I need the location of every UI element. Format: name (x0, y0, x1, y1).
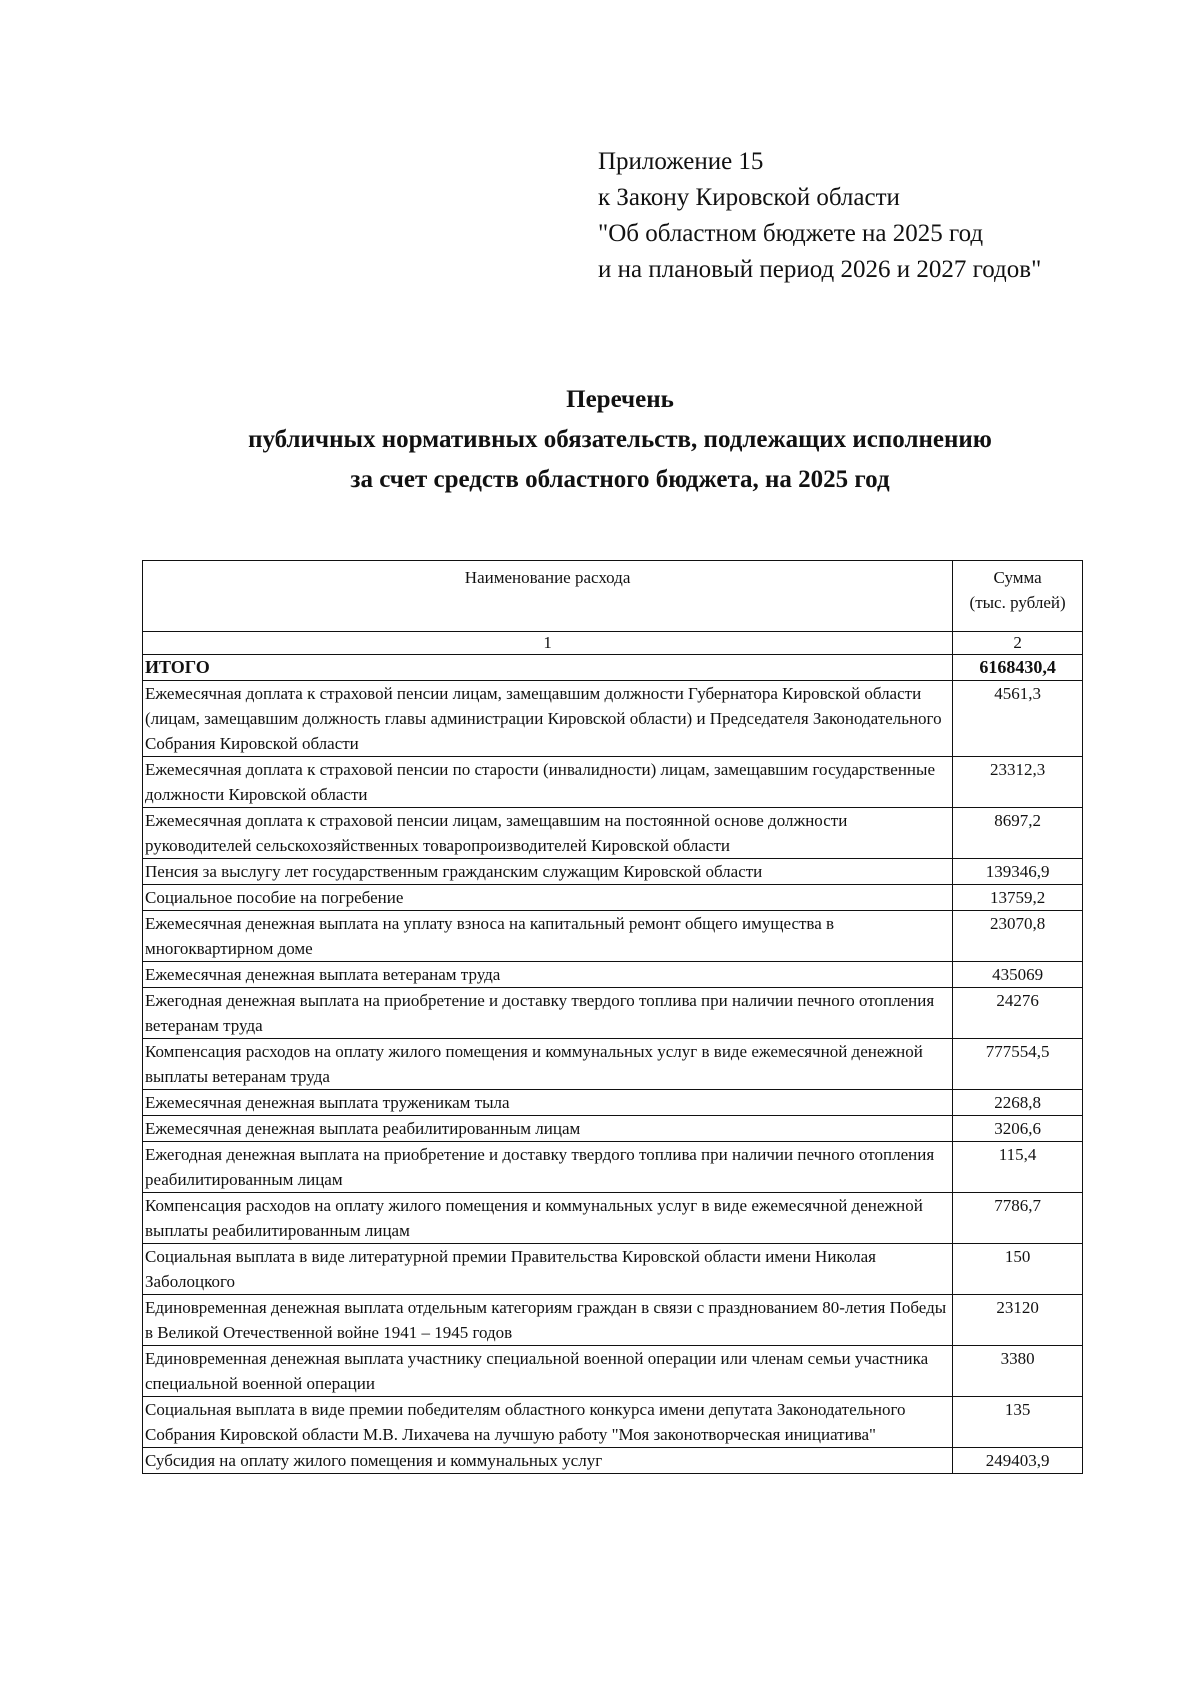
annex-line: и на плановый период 2026 и 2027 годов" (598, 256, 1042, 283)
table-row (143, 962, 1083, 988)
expense-sum-cell: 3206,6 (953, 1116, 1083, 1142)
column-number-row (143, 632, 1083, 655)
column-number-1: 1 (143, 632, 953, 655)
header-sum-cell (953, 561, 1083, 632)
expense-name-cell: Единовременная денежная выплата участнику специальной военной операции или членам семьи участника специальной военной операции (143, 1346, 953, 1397)
table-row (143, 911, 1083, 962)
header-sum-line: Сумма (993, 568, 1042, 587)
table-row (143, 1397, 1083, 1448)
document-title (120, 380, 1120, 500)
table-row (143, 1448, 1083, 1474)
expense-name-cell: Ежемесячная денежная выплата на уплату взноса на капитальный ремонт общего имущества в многоквартирном доме (143, 911, 953, 962)
expense-name-cell: Ежемесячная денежная выплата ветеранам труда (143, 962, 953, 988)
header-sum-unit: (тыс. рублей) (969, 593, 1066, 612)
expense-sum-cell: 23312,3 (953, 757, 1083, 808)
table-row (143, 1039, 1083, 1090)
expense-name-cell: Социальная выплата в виде премии победителям областного конкурса имени депутата Законодательного Собрания Кировской области М.В. Лихачева на лучшую работу "Моя законотворческая инициатива" (143, 1397, 953, 1448)
table-row (143, 1193, 1083, 1244)
expense-name-cell: Единовременная денежная выплата отдельным категориям граждан в связи с празднованием 80-летия Победы в Великой Отечественной войне 1941 – 1945 годов (143, 1295, 953, 1346)
table-row (143, 1116, 1083, 1142)
expense-name-cell: Ежемесячная денежная выплата труженикам тыла (143, 1090, 953, 1116)
table-row (143, 1090, 1083, 1116)
expense-name-cell: Ежемесячная доплата к страховой пенсии лицам, замещавшим должности Губернатора Кировской области (лицам, замещавшим должность главы администрации Кировской области) и Председателя Законодательного Собрания Кировской области (143, 681, 953, 757)
expense-sum-cell: 135 (953, 1397, 1083, 1448)
table-row (143, 1346, 1083, 1397)
table-row (143, 808, 1083, 859)
expense-name-cell: Ежегодная денежная выплата на приобретение и доставку твердого топлива при наличии печного отопления ветеранам труда (143, 988, 953, 1039)
expense-sum-cell: 150 (953, 1244, 1083, 1295)
table-row (143, 988, 1083, 1039)
annex-line: "Об областном бюджете на 2025 год (598, 220, 984, 247)
expense-sum-cell: 2268,8 (953, 1090, 1083, 1116)
expense-sum-cell: 3380 (953, 1346, 1083, 1397)
annex-line: Приложение 15 (598, 148, 764, 175)
title-line-3: за счет средств областного бюджета, на 2025 год (350, 466, 890, 493)
expense-sum-cell: 115,4 (953, 1142, 1083, 1193)
obligations-table (142, 560, 1083, 1474)
expense-sum-cell: 23120 (953, 1295, 1083, 1346)
title-line-2: публичных нормативных обязательств, подлежащих исполнению (248, 426, 992, 453)
annex-block (598, 144, 1041, 288)
expense-name-cell: Компенсация расходов на оплату жилого помещения и коммунальных услуг в виде ежемесячной денежной выплаты ветеранам труда (143, 1039, 953, 1090)
total-label: ИТОГО (143, 655, 953, 681)
header-name-cell: Наименование расхода (143, 561, 953, 632)
expense-sum-cell: 24276 (953, 988, 1083, 1039)
expense-name-cell: Пенсия за выслугу лет государственным гражданским служащим Кировской области (143, 859, 953, 885)
table-row (143, 885, 1083, 911)
table-row (143, 1295, 1083, 1346)
expense-sum-cell: 139346,9 (953, 859, 1083, 885)
expense-sum-cell: 777554,5 (953, 1039, 1083, 1090)
table-row (143, 1244, 1083, 1295)
table-row (143, 681, 1083, 757)
expense-name-cell: Ежемесячная доплата к страховой пенсии по старости (инвалидности) лицам, замещавшим государственные должности Кировской области (143, 757, 953, 808)
total-sum: 6168430,4 (953, 655, 1083, 681)
column-number-2: 2 (953, 632, 1083, 655)
expense-sum-cell: 249403,9 (953, 1448, 1083, 1474)
table-row (143, 859, 1083, 885)
expense-name-cell: Компенсация расходов на оплату жилого помещения и коммунальных услуг в виде ежемесячной денежной выплаты реабилитированным лицам (143, 1193, 953, 1244)
total-row (143, 655, 1083, 681)
annex-line: к Закону Кировской области (598, 184, 900, 211)
table-row (143, 757, 1083, 808)
expense-name-cell: Ежемесячная денежная выплата реабилитированным лицам (143, 1116, 953, 1142)
expense-sum-cell: 13759,2 (953, 885, 1083, 911)
expense-sum-cell: 4561,3 (953, 681, 1083, 757)
table-row (143, 1142, 1083, 1193)
table-header-row (143, 561, 1083, 632)
expense-sum-cell: 23070,8 (953, 911, 1083, 962)
title-line-1: Перечень (566, 386, 674, 413)
expense-sum-cell: 8697,2 (953, 808, 1083, 859)
expense-sum-cell: 7786,7 (953, 1193, 1083, 1244)
expense-name-cell: Субсидия на оплату жилого помещения и коммунальных услуг (143, 1448, 953, 1474)
expense-sum-cell: 435069 (953, 962, 1083, 988)
expense-name-cell: Ежегодная денежная выплата на приобретение и доставку твердого топлива при наличии печного отопления реабилитированным лицам (143, 1142, 953, 1193)
expense-name-cell: Социальное пособие на погребение (143, 885, 953, 911)
expense-name-cell: Ежемесячная доплата к страховой пенсии лицам, замещавшим на постоянной основе должности руководителей сельскохозяйственных товаропроизводителей Кировской области (143, 808, 953, 859)
expense-name-cell: Социальная выплата в виде литературной премии Правительства Кировской области имени Николая Заболоцкого (143, 1244, 953, 1295)
